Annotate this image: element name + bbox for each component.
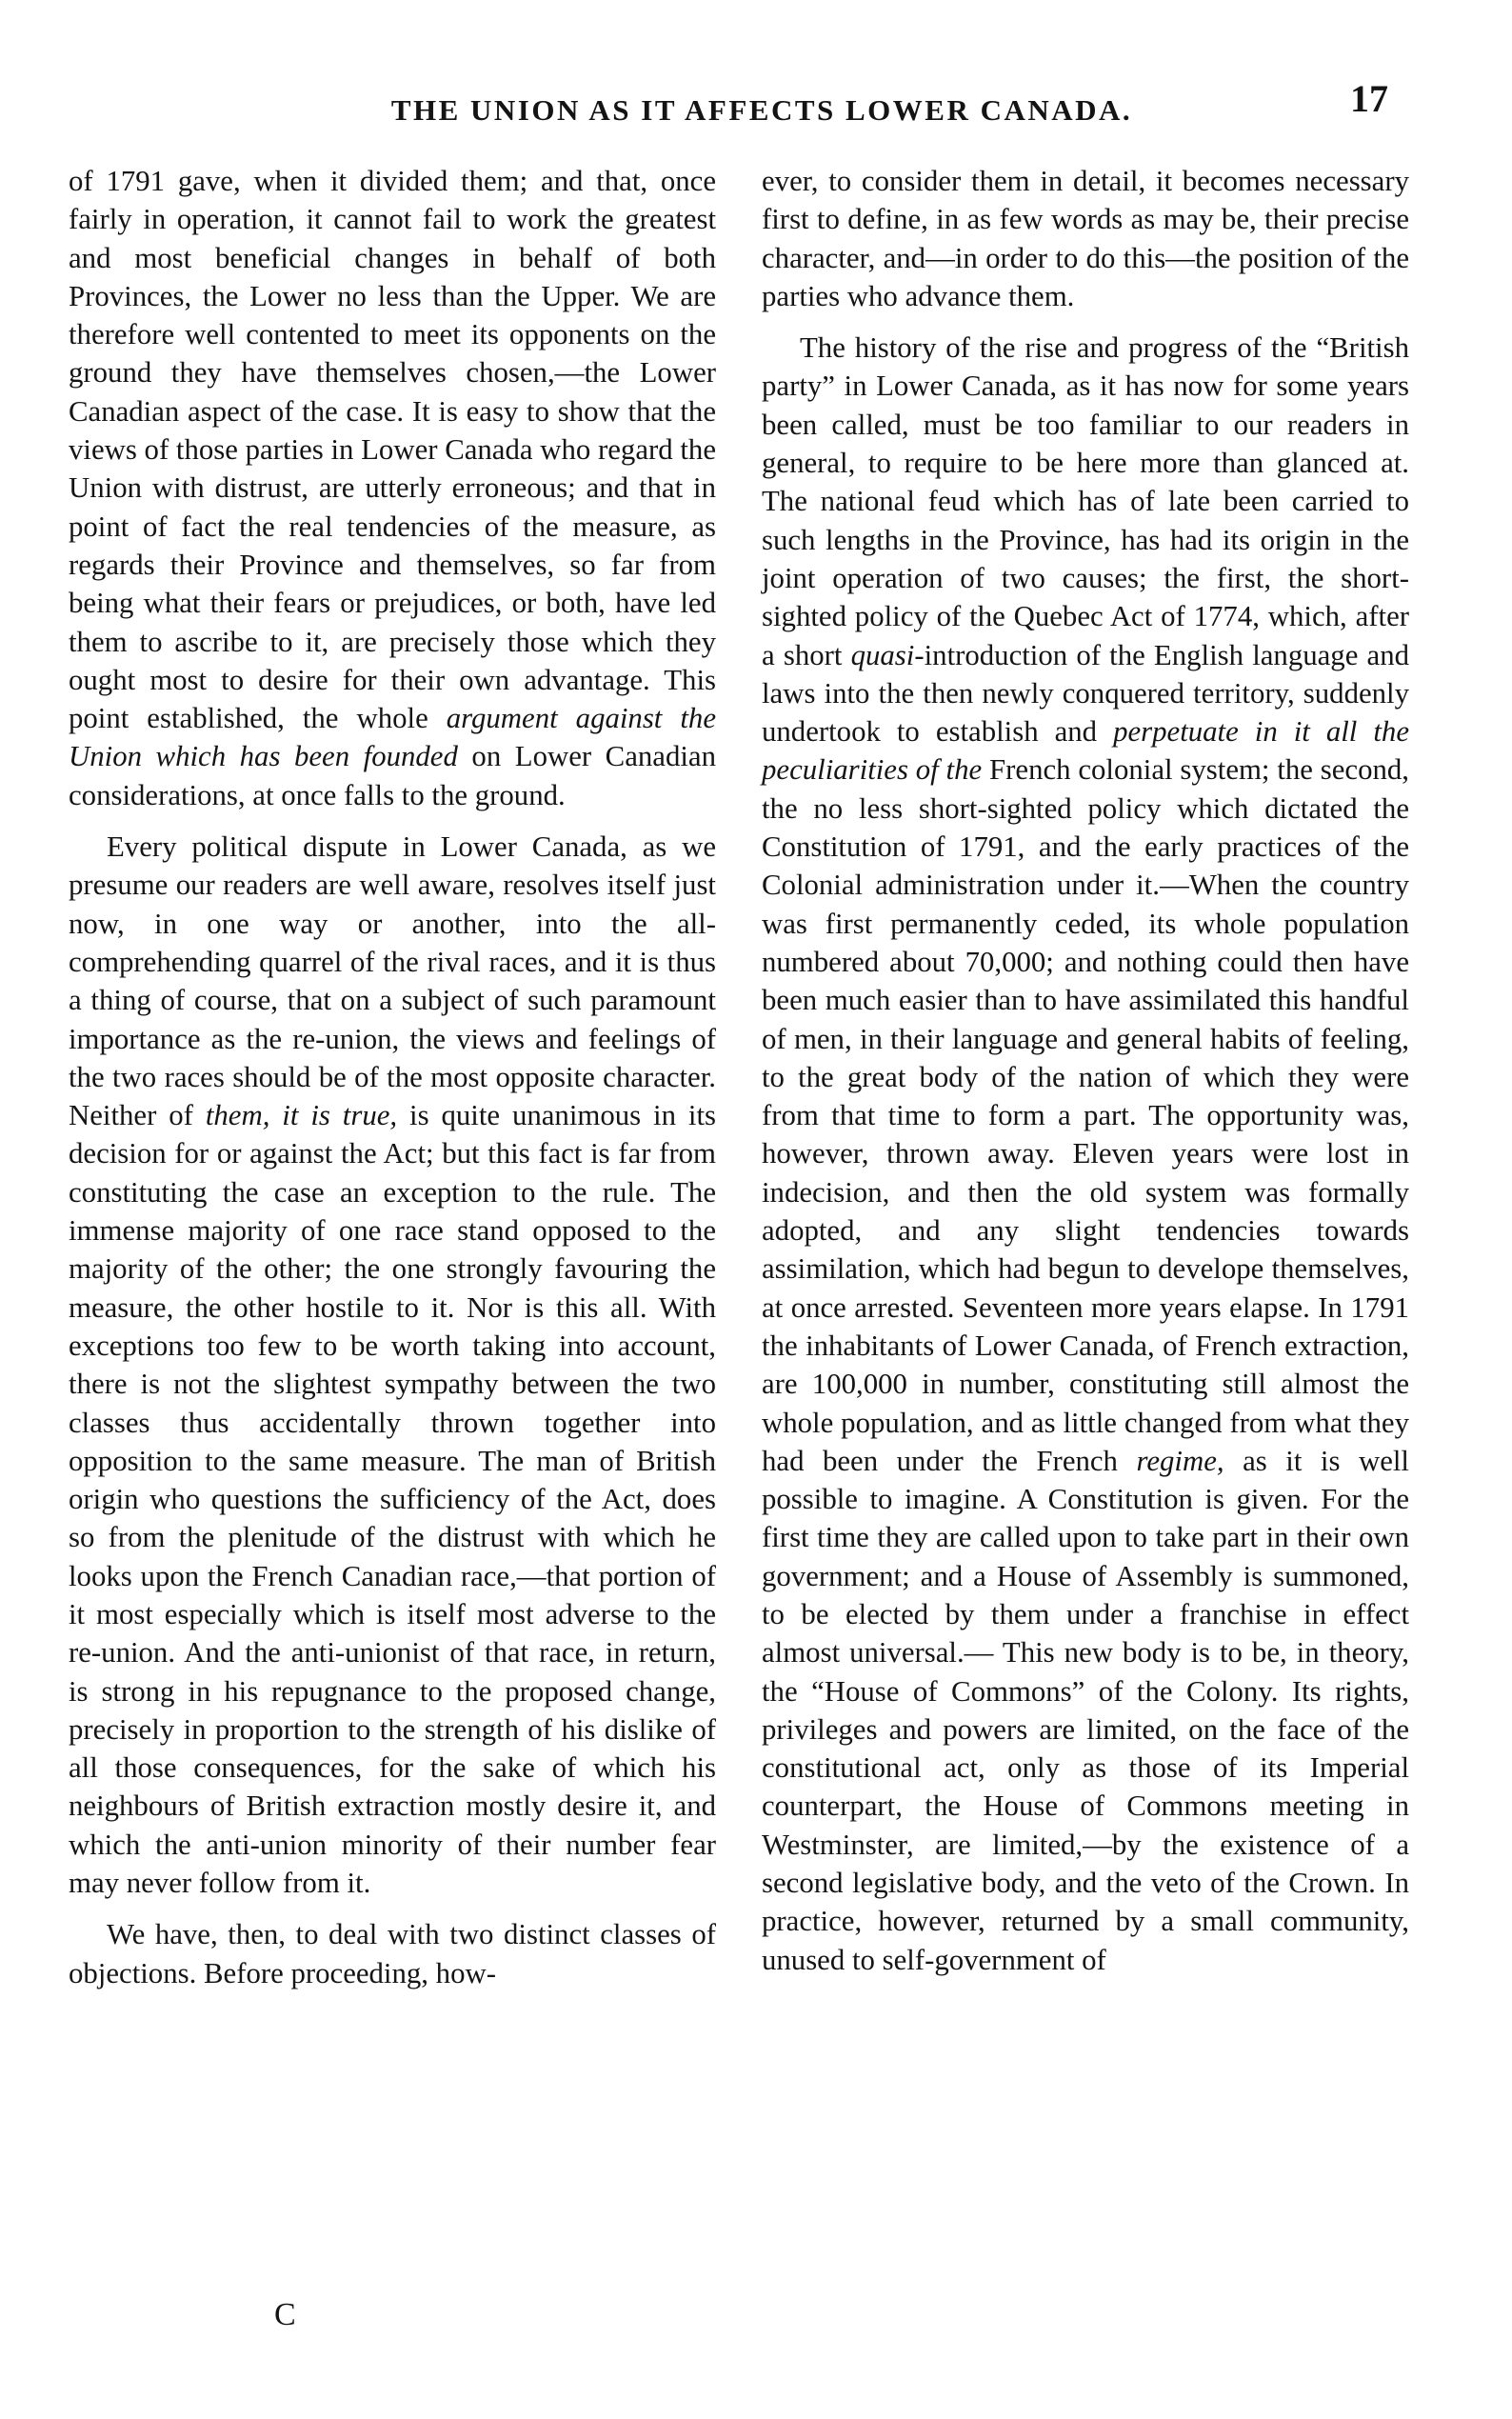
paragraph-text: on Lower Canadian considerations, at once falls to the ground.	[69, 740, 716, 811]
paragraph-text: The history of the rise and progress of the “British party” in Lower Canada, as it has now for some years been called, must be too familiar to our readers in general, to require to be here more than glanced at. The national feud which has of late been carried to such lengths in the Province, has had its origin in the joint operation of two causes; the first, the short-sighted policy of the Quebec Act of 1774, which, after a short	[762, 331, 1409, 671]
paragraph-continued	[762, 162, 1409, 315]
paragraph-text: French colonial system; the second, the no less short-sighted policy which dictated the Constitution of 1791, and the early practices of the Colonial administration under it.—When the country was first permanently ceded, its whole population numbered about 70,000; and nothing could then have been much easier than to have assimilated this handful of men, in their language and general habits of feeling, to the great body of the nation of which they were from that time to form a part. The opportunity was, however, thrown away. Eleven years were lost in indecision, and then the old system was formally adopted, and any slight tendencies towards assimilation, which had begun to develope themselves, at once arrested. Seventeen more years elapse. In 1791 the inhabitants of Lower Canada, of French extraction, are 100,000 in number, constituting still almost the whole population, and as little changed from what they had been under the French	[762, 753, 1409, 1477]
italic-text: perpetuate in it all the peculiarities of the	[762, 715, 1409, 787]
paragraph	[69, 828, 716, 1902]
paragraph-text: -introduction of the English language and laws into the then newly conquered territory, suddenly undertook to establish and	[762, 638, 1409, 749]
italic-text: argument against the Union which has been founded	[69, 702, 716, 773]
paragraph-text: is quite unanimous in its decision for or against the Act; but this fact is far from constituting the case an exception to the rule. The immense majority of one race stand opposed to the majority of the other; the one strongly favouring the measure, the other hostile to it. Nor is this all. With exceptions too few to be worth taking into account, there is not the slightest sympathy between the two classes thus accidentally thrown together into opposition to the same measure. The man of British origin who questions the sufficiency of the Act, does so from the plenitude of the distrust with which he looks upon the French Canadian race,—that portion of it most especially which is itself most adverse to the re-union. And the anti-unionist of that race, in return, is strong in his repugnance to the proposed change, precisely in proportion to the strength of his dislike of all those consequences, for the sake of which his neighbours of British extraction mostly desire it, and which the anti-union minority of their number fear may never follow from it.	[69, 1099, 716, 1900]
paragraph-continued	[69, 162, 716, 814]
paragraph-text: of 1791 gave, when it divided them; and that, once fairly in operation, it cannot fail to work the greatest and most beneficial changes in behalf of both Provinces, the Lower no less than the Upper. We are therefore well contented to meet its opponents on the ground they have themselves chosen,—the Lower Canadian aspect of the case. It is easy to show that the views of those parties in Lower Canada who regard the Union with distrust, are utterly erroneous; and that in point of fact the real tendencies of the measure, as regards their Province and themselves, so far from being what their fears or prejudices, or both, have led them to ascribe to it, are precisely those which they ought most to desire for their own advantage. This point established, the whole	[69, 165, 716, 735]
paragraph	[762, 329, 1409, 1979]
italic-text: quasi	[850, 638, 915, 671]
running-head: THE UNION AS IT AFFECTS LOWER CANADA.	[390, 93, 1133, 127]
right-column	[762, 162, 1409, 1979]
paragraph-text: ever, to consider them in detail, it becomes necessary first to define, in as few words as may be, their precise character, and—in order to do this—the position of the parties who advance them.	[762, 165, 1409, 312]
italic-text: regime,	[1136, 1444, 1224, 1477]
paragraph	[69, 1915, 716, 1992]
page-header	[0, 0, 1512, 152]
paragraph-text: Every political dispute in Lower Canada, as we presume our readers are well aware, resolves itself just now, in one way or another, into the all-comprehending quarrel of the rival races, and it is thus a thing of course, that on a subject of such paramount importance as the re-union, the views and feelings of the two races should be of the most opposite character. Neither of	[69, 830, 716, 1132]
paragraph-text: We have, then, to deal with two distinct classes of objections. Before proceeding, how-	[69, 1918, 716, 1989]
left-column	[69, 162, 716, 1992]
paragraph-text: as it is well possible to imagine. A Constitution is given. For the first time they are called upon to take part in their own government; and a House of Assembly is summoned, to be elected by them under a franchise in effect almost universal.— This new body is to be, in theory, the “House of Commons” of the Colony. Its rights, privileges and powers are limited, on the face of the constitutional act, only as those of its Imperial counterpart, the House of Commons meeting in Westminster, are limited,—by the existence of a second legislative body, and the veto of the Crown. In practice, however, returned by a small community, unused to self-government of	[762, 1444, 1409, 1976]
italic-text: them, it is true,	[205, 1099, 398, 1132]
page-number: 17	[1350, 77, 1388, 120]
signature-mark: C	[274, 2297, 296, 2332]
